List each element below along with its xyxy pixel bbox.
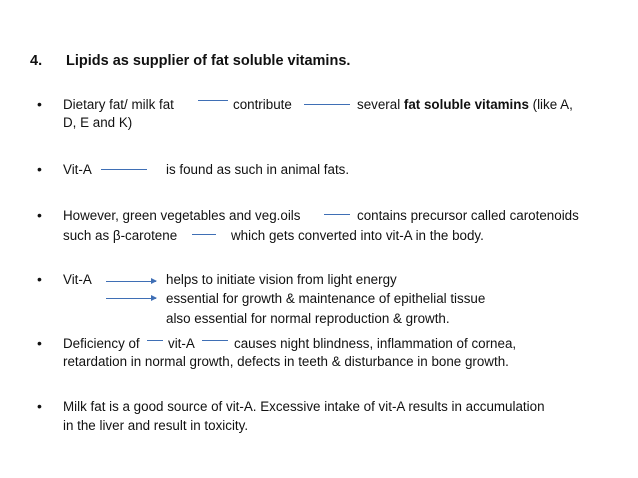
bullet5-vitamin: vit-A bbox=[168, 336, 195, 351]
bullet1-object: several fat soluble vitamins (like A, bbox=[357, 97, 573, 112]
bullet6-line2: in the liver and result in toxicity. bbox=[63, 418, 249, 433]
bullet3-line2-start: such as β-carotene bbox=[63, 228, 178, 243]
heading-number: 4. bbox=[30, 53, 43, 69]
bullet4-line3: also essential for normal reproduction & growth. bbox=[166, 311, 450, 326]
connector-line bbox=[202, 340, 228, 341]
bullet3-text: contains precursor called carotenoids bbox=[357, 208, 579, 223]
bullet-marker: • bbox=[37, 271, 42, 287]
connector-line bbox=[101, 169, 147, 170]
bullet4-subject: Vit-A bbox=[63, 272, 92, 287]
connector-line bbox=[324, 214, 350, 215]
bullet5-start: Deficiency of bbox=[63, 336, 140, 351]
connector-line bbox=[192, 234, 216, 235]
arrow-icon bbox=[106, 281, 156, 282]
bullet3-subject: However, green vegetables and veg.oils bbox=[63, 208, 301, 223]
arrow-icon bbox=[106, 298, 156, 299]
bullet4-line1: helps to initiate vision from light energy bbox=[166, 272, 397, 287]
bullet1-line2: D, E and K) bbox=[63, 115, 133, 130]
bullet3-line2-end: which gets converted into vit-A in the body. bbox=[231, 228, 484, 243]
connector-line bbox=[304, 104, 350, 105]
slide-heading bbox=[30, 53, 350, 69]
bullet2-subject: Vit-A bbox=[63, 162, 92, 177]
bullet6-line1: Milk fat is a good source of vit-A. Excessive intake of vit-A results in accumulation bbox=[63, 399, 545, 414]
bullet-marker: • bbox=[37, 398, 42, 414]
bullet-marker: • bbox=[37, 161, 42, 177]
bullet1-bold-phrase: fat soluble vitamins bbox=[403, 97, 529, 112]
connector-line bbox=[198, 100, 228, 101]
bullet1-subject: Dietary fat/ milk fat bbox=[63, 97, 174, 112]
bullet4-line2: essential for growth & maintenance of epithelial tissue bbox=[166, 291, 486, 306]
bullet-marker: • bbox=[37, 96, 42, 112]
bullet1-verb: contribute bbox=[233, 97, 292, 112]
bullet5-text: causes night blindness, inflammation of cornea, bbox=[234, 336, 517, 351]
bullet-marker: • bbox=[37, 207, 42, 223]
bullet5-line2: retardation in normal growth, defects in teeth & disturbance in bone growth. bbox=[63, 354, 509, 369]
bullet-marker: • bbox=[37, 335, 42, 351]
heading-text: Lipids as supplier of fat soluble vitamins. bbox=[66, 53, 351, 69]
connector-line bbox=[147, 340, 163, 341]
bullet2-text: is found as such in animal fats. bbox=[166, 162, 350, 177]
